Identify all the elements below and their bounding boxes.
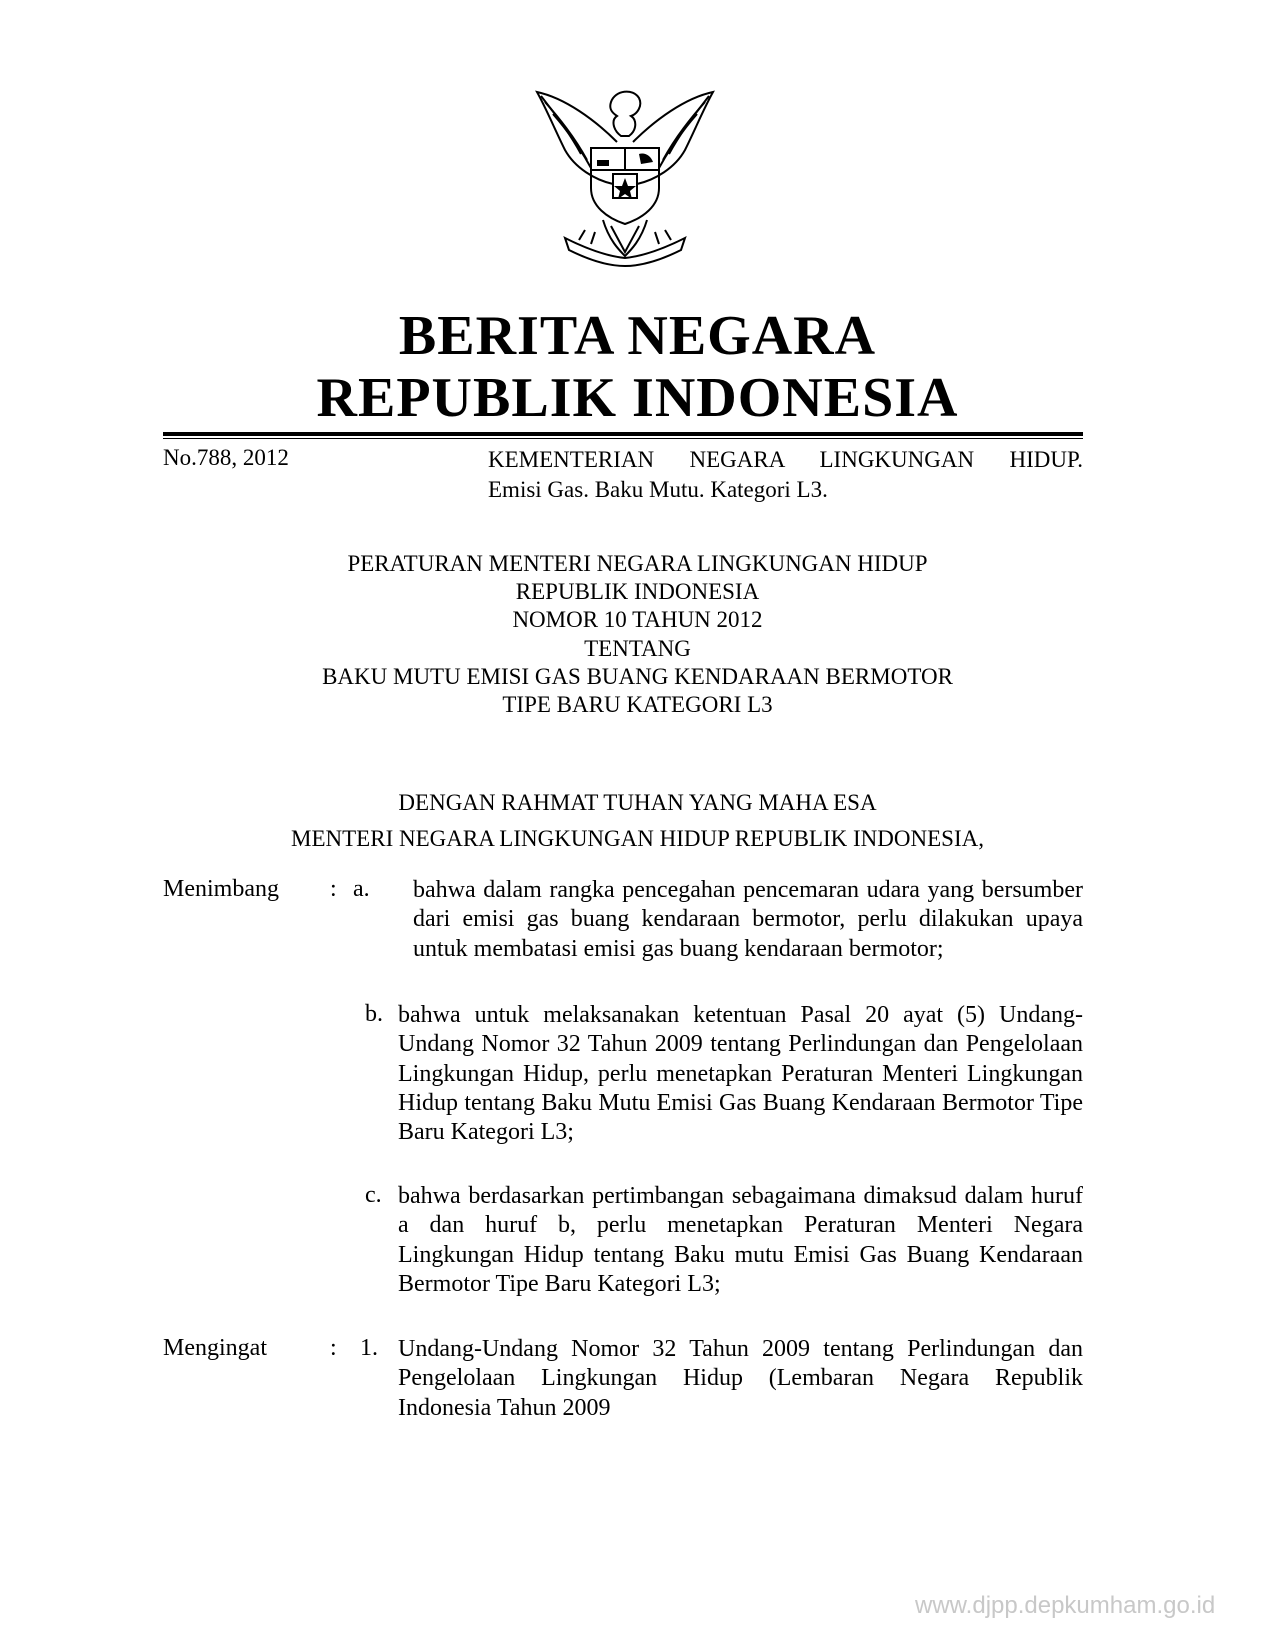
website-watermark: www.djpp.depkumham.go.id — [915, 1592, 1216, 1619]
item-marker: c. — [365, 1182, 382, 1208]
regulation-heading — [0, 550, 1275, 719]
consideration-item: bahwa untuk melaksanakan ketentuan Pasal 20 ayat (5) Undang-Undang Nomor 32 Tahun 2009 tentang Perlindungan dan Pengelolaan Lingkungan Hidup, perlu menetapkan Peraturan Menteri Lingkungan Hidup tentang Baku Mutu Emisi Gas Buang Kendaraan Bermotor Tipe Baru Kategori L3; — [398, 1002, 1083, 1146]
menimbang-colon: : — [330, 876, 337, 902]
regulation-about: TENTANG — [584, 635, 691, 661]
regulation-title-line: REPUBLIK INDONESIA — [515, 579, 760, 605]
item-marker: 1. — [360, 1335, 378, 1361]
subject-keywords: Emisi Gas. Baku Mutu. Kategori L3. — [488, 477, 828, 502]
consideration-item: bahwa berdasarkan pertimbangan sebagaimana dimaksud dalam huruf a dan huruf b, perlu menetapkan Peraturan Menteri Negara Lingkungan Hidup tentang Baku mutu Emisi Gas Buang Kendaraan Bermotor Tipe Baru Kategori L3; — [398, 1183, 1083, 1297]
item-marker: b. — [365, 1001, 383, 1027]
preamble-line: DENGAN RAHMAT TUHAN YANG MAHA ESA — [398, 790, 877, 815]
header-divider — [163, 432, 1083, 436]
masthead-title: BERITA NEGARA — [398, 305, 877, 367]
consideration-item: bahwa dalam rangka pencegahan pencemaran udara yang bersumber dari emisi gas buang kendaraan bermotor, perlu dilakukan upaya untuk membatasi emisi gas buang kendaraan bermotor; — [413, 877, 1083, 962]
regulation-number: NOMOR 10 TAHUN 2012 — [512, 607, 763, 633]
legal-basis-item: Undang-Undang Nomor 32 Tahun 2009 tentang Perlindungan dan Pengelolaan Lingkungan Hidup (Lembaran Negara Republik Indonesia Tahun 2009 — [398, 1336, 1083, 1421]
header-divider-thin — [163, 438, 1083, 439]
regulation-title-line: PERATURAN MENTERI NEGARA LINGKUNGAN HIDUP — [347, 551, 928, 576]
regulation-subject-line: TIPE BARU KATEGORI L3 — [502, 692, 773, 718]
preamble-line: MENTERI NEGARA LINGKUNGAN HIDUP REPUBLIK INDONESIA, — [291, 826, 984, 851]
regulation-subject-line: BAKU MUTU EMISI GAS BUANG KENDARAAN BERMOTOR — [322, 663, 953, 689]
mengingat-label: Mengingat — [163, 1335, 267, 1361]
mengingat-colon: : — [330, 1335, 337, 1361]
gazette-subject — [488, 445, 1083, 505]
gazette-number: No.788, 2012 — [163, 445, 289, 470]
preamble — [0, 785, 1275, 857]
ministry-name: KEMENTERIAN NEGARA LINGKUNGAN HIDUP. — [488, 447, 1083, 472]
menimbang-label: Menimbang — [163, 876, 279, 902]
masthead-subtitle: REPUBLIK INDONESIA — [316, 367, 959, 429]
item-marker: a. — [353, 876, 370, 902]
garuda-emblem-icon — [525, 80, 725, 280]
